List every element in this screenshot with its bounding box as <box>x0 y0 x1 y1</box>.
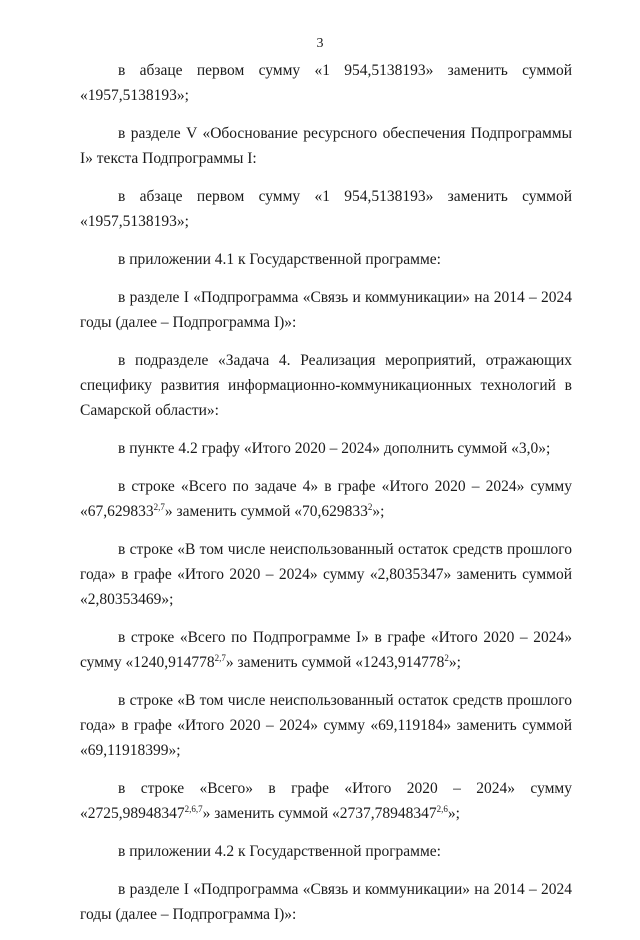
paragraph-text: » заменить суммой «2737,78948347 <box>202 805 437 822</box>
paragraph-text: » заменить суммой «70,629833 <box>164 503 368 520</box>
paragraph <box>80 474 572 524</box>
paragraph <box>80 121 572 171</box>
paragraph-text: в строке «Всего по задаче 4» в графе «Итого 2020 – 2024» сумму «67,629833 <box>80 478 572 520</box>
paragraph <box>80 776 572 826</box>
paragraph-text: в строке «В том числе неиспользованный остаток средств прошлого года» в графе «Итого 2020 – 2024» сумму «2,8035347» заменить суммой «2,80353469»; <box>80 541 572 608</box>
footnote-superscript: 2,6 <box>436 804 448 814</box>
paragraph <box>80 537 572 612</box>
paragraph <box>80 839 572 864</box>
footnote-superscript: 2 <box>444 653 449 663</box>
paragraph-text: в приложении 4.1 к Государственной программе: <box>118 251 441 268</box>
paragraph <box>80 688 572 763</box>
footnote-superscript: 2,6,7 <box>184 804 203 814</box>
paragraph-text: в строке «Всего» в графе «Итого 2020 – 2024» сумму «2725,98948347 <box>80 780 572 822</box>
paragraph-text: в абзаце первом сумму «1 954,5138193» заменить суммой «1957,5138193»; <box>80 188 572 230</box>
paragraph-text: в подразделе «Задача 4. Реализация мероприятий, отражающих специфику развития информационно-коммуникационных технологий в Самарской области»: <box>80 352 572 419</box>
paragraph-text: » заменить суммой «1243,914778 <box>225 654 445 671</box>
paragraph <box>80 348 572 423</box>
footnote-superscript: 2,7 <box>153 502 165 512</box>
paragraph-text: »; <box>447 805 460 822</box>
paragraph <box>80 877 572 927</box>
paragraph <box>80 247 572 272</box>
paragraph <box>80 436 572 461</box>
paragraph-text: в разделе I «Подпрограмма «Связь и коммуникации» на 2014 – 2024 годы (далее – Подпрограмма I)»: <box>80 881 572 923</box>
paragraph <box>80 625 572 675</box>
paragraph <box>80 184 572 234</box>
paragraph <box>80 285 572 335</box>
page-number: 3 <box>316 36 324 51</box>
paragraph <box>80 58 572 108</box>
paragraph-text: в абзаце первом сумму «1 954,5138193» заменить суммой «1957,5138193»; <box>80 62 572 104</box>
footnote-superscript: 2 <box>367 502 373 512</box>
paragraph-text: »; <box>448 654 461 671</box>
paragraph-text: в приложении 4.2 к Государственной программе: <box>118 843 441 860</box>
paragraph-text: в разделе V «Обоснование ресурсного обеспечения Подпрограммы I» текста Подпрограммы I: <box>80 125 572 167</box>
paragraph-text: в пункте 4.2 графу «Итого 2020 – 2024» дополнить суммой «3,0»; <box>118 440 551 457</box>
document-body <box>80 58 572 940</box>
paragraph-text: в строке «В том числе неиспользованный остаток средств прошлого года» в графе «Итого 2020 – 2024» сумму «69,119184» заменить суммой «69,11918399»; <box>80 692 572 759</box>
paragraph-text: в разделе I «Подпрограмма «Связь и коммуникации» на 2014 – 2024 годы (далее – Подпрограмма I)»: <box>80 289 572 331</box>
paragraph-text: в строке «Всего по Подпрограмме I» в графе «Итого 2020 – 2024» сумму «1240,914778 <box>80 629 572 671</box>
paragraph-text: »; <box>372 503 385 520</box>
footnote-superscript: 2,7 <box>214 653 226 663</box>
